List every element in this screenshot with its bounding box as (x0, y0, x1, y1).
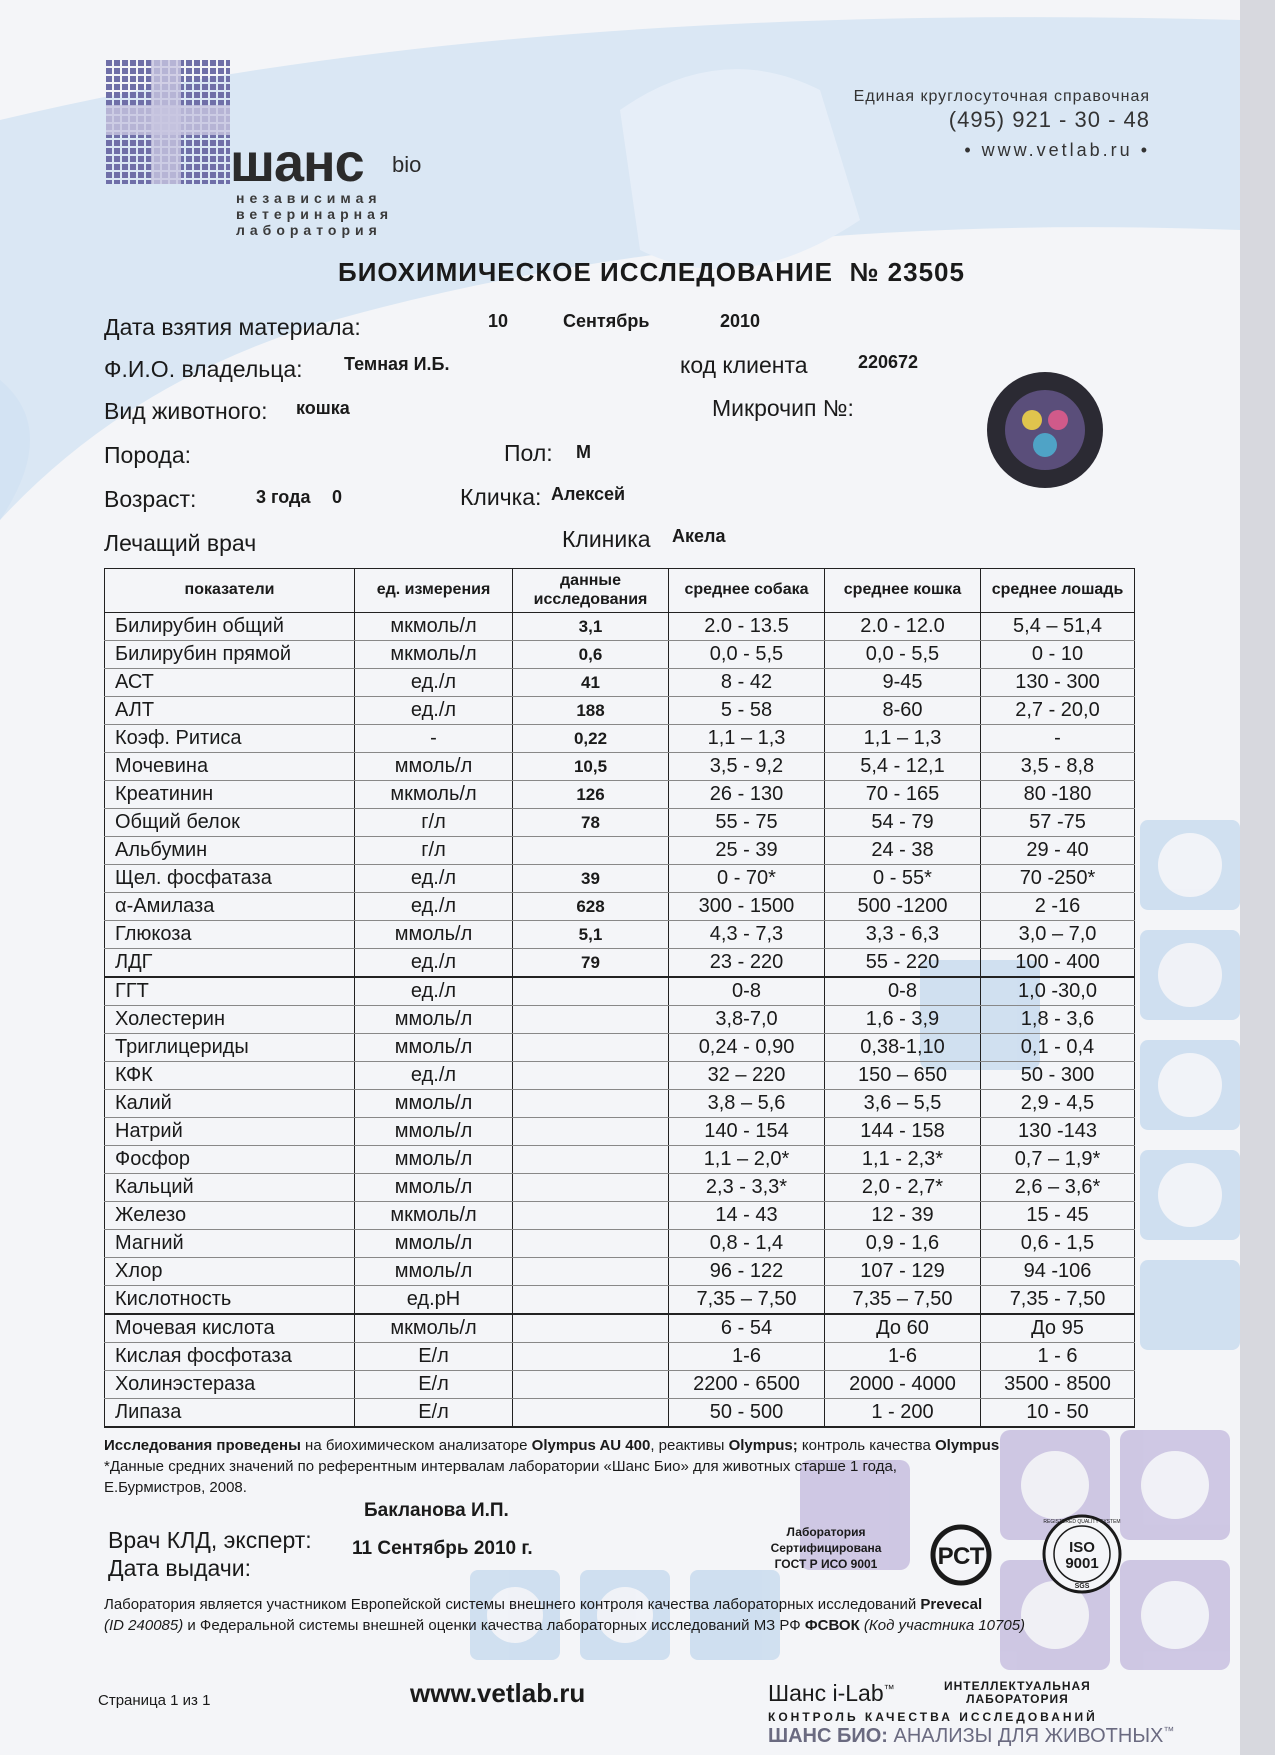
analyzer-note: Исследования проведены на биохимическом анализаторе Olympus AU 400, реактивы Olympus; контроль качества Olympus (104, 1437, 1000, 1454)
cell-ref-cat: 1,6 - 3,9 (825, 1006, 981, 1034)
cell-indicator: Щел. фосфатаза (105, 865, 355, 893)
table-row (105, 1343, 1135, 1371)
cell-ref-cat: 2,0 - 2,7* (825, 1174, 981, 1202)
cell-ref-cat: 144 - 158 (825, 1118, 981, 1146)
intellectual-lab: ИНТЕЛЛЕКТУАЛЬНАЯ ЛАБОРАТОРИЯ (944, 1679, 1091, 1706)
cell-indicator: Общий белок (105, 809, 355, 837)
cell-indicator: Креатинин (105, 781, 355, 809)
footer-website: www.vetlab.ru (410, 1678, 586, 1708)
cell-unit: мкмоль/л (355, 1314, 513, 1343)
cell-ref-dog: 8 - 42 (669, 669, 825, 697)
cell-ref-cat: 1,1 – 1,3 (825, 725, 981, 753)
breed-label: Порода: (104, 442, 192, 468)
table-row (105, 697, 1135, 725)
cell-unit: ед./л (355, 893, 513, 921)
cell-indicator: Калий (105, 1090, 355, 1118)
cell-unit: мкмоль/л (355, 781, 513, 809)
cell-ref-horse: 3,5 - 8,8 (981, 753, 1135, 781)
gost-mark-text: РСТ (937, 1543, 985, 1570)
cell-unit: мкмоль/л (355, 613, 513, 641)
cell-ref-dog: 50 - 500 (669, 1399, 825, 1428)
species-label: Вид животного: (104, 398, 268, 424)
date-day: 10 (488, 311, 509, 331)
table-row (105, 865, 1135, 893)
cell-ref-dog: 6 - 54 (669, 1314, 825, 1343)
table-row (105, 1202, 1135, 1230)
cell-result (513, 1399, 669, 1428)
cell-ref-horse: До 95 (981, 1314, 1135, 1343)
cell-ref-horse: 29 - 40 (981, 837, 1135, 865)
cell-ref-dog: 14 - 43 (669, 1202, 825, 1230)
cell-result (513, 1371, 669, 1399)
cell-unit: ммоль/л (355, 1090, 513, 1118)
cell-indicator: Хлор (105, 1258, 355, 1286)
cell-result (513, 1230, 669, 1258)
cell-indicator: ЛДГ (105, 949, 355, 978)
cell-indicator: Коэф. Ритиса (105, 725, 355, 753)
cell-indicator: α-Амилаза (105, 893, 355, 921)
cell-ref-cat: 1-6 (825, 1343, 981, 1371)
cell-unit: ед./л (355, 697, 513, 725)
cell-ref-dog: 4,3 - 7,3 (669, 921, 825, 949)
cell-unit: г/л (355, 837, 513, 865)
cell-ref-horse: 0,6 - 1,5 (981, 1230, 1135, 1258)
cell-ref-cat: 55 - 220 (825, 949, 981, 978)
cell-result: 41 (513, 669, 669, 697)
cell-result (513, 1202, 669, 1230)
table-row (105, 725, 1135, 753)
logo-bio: bio (392, 152, 422, 177)
table-row (105, 1174, 1135, 1202)
cell-result: 0,6 (513, 641, 669, 669)
cell-indicator: ГГТ (105, 977, 355, 1006)
reference-author: Е.Бурмистров, 2008. (104, 1479, 247, 1496)
cell-ref-horse: 2,6 – 3,6* (981, 1174, 1135, 1202)
cell-indicator: Билирубин общий (105, 613, 355, 641)
cell-ref-dog: 25 - 39 (669, 837, 825, 865)
cell-indicator: Кислотность (105, 1286, 355, 1315)
iso-label: ISO (1069, 1539, 1095, 1556)
cell-indicator: Кальций (105, 1174, 355, 1202)
table-row (105, 1314, 1135, 1343)
client-code-value: 220672 (858, 352, 919, 372)
cell-result: 10,5 (513, 753, 669, 781)
cell-ref-horse: 3500 - 8500 (981, 1371, 1135, 1399)
client-code-label: код клиента (680, 352, 808, 378)
date-month: Сентябрь (563, 311, 650, 331)
cell-ref-dog: 5 - 58 (669, 697, 825, 725)
cell-indicator: Кислая фосфотаза (105, 1343, 355, 1371)
cell-ref-horse: 7,35 - 7,50 (981, 1286, 1135, 1315)
header-indicator: показатели (105, 569, 355, 613)
cell-ref-horse: 15 - 45 (981, 1202, 1135, 1230)
cell-unit: ммоль/л (355, 1146, 513, 1174)
table-row (105, 1258, 1135, 1286)
cell-ref-cat: 9-45 (825, 669, 981, 697)
cell-ref-dog: 1,1 – 1,3 (669, 725, 825, 753)
cell-result (513, 1258, 669, 1286)
clinic-value: Акела (672, 526, 726, 546)
owner-value: Темная И.Б. (344, 354, 450, 374)
cell-ref-dog: 3,8 – 5,6 (669, 1090, 825, 1118)
header-website: • www.vetlab.ru • (964, 140, 1150, 160)
cell-indicator: АСТ (105, 669, 355, 697)
cell-unit: ед./л (355, 949, 513, 978)
date-year: 2010 (720, 311, 761, 331)
cell-result: 78 (513, 809, 669, 837)
cell-ref-cat: 0,0 - 5,5 (825, 641, 981, 669)
table-row (105, 613, 1135, 641)
cell-result (513, 1343, 669, 1371)
cell-ref-horse: 3,0 – 7,0 (981, 921, 1135, 949)
cell-ref-horse: 5,4 – 51,4 (981, 613, 1135, 641)
age-months: 0 (332, 487, 343, 507)
cell-result (513, 977, 669, 1006)
participation-line-1: Лаборатория является участником Европейской системы внешнего контроля качества лабораторных исследований Prevecal (104, 1596, 983, 1613)
cell-ref-dog: 0,8 - 1,4 (669, 1230, 825, 1258)
cell-result (513, 1006, 669, 1034)
cell-result (513, 1146, 669, 1174)
table-row (105, 1146, 1135, 1174)
table-row (105, 753, 1135, 781)
cell-ref-horse: 1,0 -30,0 (981, 977, 1135, 1006)
iso-ring-text: REGISTERED QUALITY SYSTEM (1043, 1519, 1121, 1525)
issue-date-label: Дата выдачи: (108, 1555, 251, 1581)
hotline-phone: (495) 921 - 30 - 48 (948, 107, 1150, 132)
logo-tagline-3: лаборатория (236, 222, 382, 238)
cell-ref-cat: 3,6 – 5,5 (825, 1090, 981, 1118)
cell-unit: ммоль/л (355, 753, 513, 781)
cell-ref-dog: 2200 - 6500 (669, 1371, 825, 1399)
cell-indicator: Мочевина (105, 753, 355, 781)
cell-unit: ммоль/л (355, 1034, 513, 1062)
cell-ref-horse: 57 -75 (981, 809, 1135, 837)
page-number: Страница 1 из 1 (98, 1692, 211, 1709)
cell-unit: ед./л (355, 977, 513, 1006)
cell-indicator: Триглицериды (105, 1034, 355, 1062)
cell-result (513, 1062, 669, 1090)
table-row (105, 921, 1135, 949)
table-row (105, 809, 1135, 837)
cell-ref-cat: 1,1 - 2,3* (825, 1146, 981, 1174)
cell-indicator: Холинэстераза (105, 1371, 355, 1399)
cell-result: 79 (513, 949, 669, 978)
cell-ref-cat: 54 - 79 (825, 809, 981, 837)
cell-ref-dog: 300 - 1500 (669, 893, 825, 921)
cell-indicator: Фосфор (105, 1146, 355, 1174)
gost-cert-icon (928, 1522, 1024, 1588)
cell-ref-cat: 1 - 200 (825, 1399, 981, 1428)
sex-value: М (576, 442, 591, 462)
cell-ref-dog: 2,3 - 3,3* (669, 1174, 825, 1202)
header-unit: ед. измерения (355, 569, 513, 613)
cell-ref-horse: 80 -180 (981, 781, 1135, 809)
cell-indicator: КФК (105, 1062, 355, 1090)
cell-unit: мкмоль/л (355, 641, 513, 669)
cell-ref-cat: 107 - 129 (825, 1258, 981, 1286)
cell-ref-horse: 94 -106 (981, 1258, 1135, 1286)
table-row (105, 1118, 1135, 1146)
table-row (105, 669, 1135, 697)
cell-result: 628 (513, 893, 669, 921)
cell-unit: ммоль/л (355, 1006, 513, 1034)
iso-9001-icon (1040, 1512, 1124, 1596)
cell-indicator: Альбумин (105, 837, 355, 865)
table-header-row (105, 569, 1135, 613)
cell-ref-dog: 0 - 70* (669, 865, 825, 893)
cell-ref-dog: 96 - 122 (669, 1258, 825, 1286)
cell-result: 3,1 (513, 613, 669, 641)
iso-number: 9001 (1065, 1555, 1099, 1572)
cell-result: 0,22 (513, 725, 669, 753)
logo-tagline-1: независимая (236, 190, 382, 206)
age-label: Возраст: (104, 486, 197, 512)
cell-ref-horse: 0 - 10 (981, 641, 1135, 669)
cell-ref-cat: 12 - 39 (825, 1202, 981, 1230)
cell-ref-dog: 0,0 - 5,5 (669, 641, 825, 669)
cell-ref-cat: 500 -1200 (825, 893, 981, 921)
cell-ref-dog: 23 - 220 (669, 949, 825, 978)
cell-ref-horse: 0,1 - 0,4 (981, 1034, 1135, 1062)
cell-unit: г/л (355, 809, 513, 837)
cell-ref-cat: До 60 (825, 1314, 981, 1343)
species-value: кошка (296, 398, 350, 418)
cell-result (513, 1090, 669, 1118)
cell-ref-cat: 5,4 - 12,1 (825, 753, 981, 781)
cell-ref-cat: 8-60 (825, 697, 981, 725)
table-row (105, 1006, 1135, 1034)
cell-result: 39 (513, 865, 669, 893)
owner-label: Ф.И.О. владельца: (104, 356, 303, 382)
cell-result: 188 (513, 697, 669, 725)
table-row (105, 1090, 1135, 1118)
cell-ref-cat: 0-8 (825, 977, 981, 1006)
cell-ref-dog: 0-8 (669, 977, 825, 1006)
cell-ref-dog: 2.0 - 13.5 (669, 613, 825, 641)
quality-control-text: КОНТРОЛЬ КАЧЕСТВА ИССЛЕДОВАНИЙ (768, 1710, 1098, 1724)
cell-ref-horse: 2,9 - 4,5 (981, 1090, 1135, 1118)
chip-label: Микрочип №: (712, 395, 854, 421)
cell-ref-cat: 2000 - 4000 (825, 1371, 981, 1399)
results-table (104, 568, 1135, 1428)
pet-name-label: Кличка: (460, 484, 542, 510)
doctor-label: Лечащий врач (104, 530, 257, 556)
iso-sgs: SGS (1074, 1583, 1090, 1590)
cell-result (513, 1034, 669, 1062)
document-title: БИОХИМИЧЕСКОЕ ИССЛЕДОВАНИЕ № 23505 (338, 257, 965, 287)
cell-ref-dog: 1-6 (669, 1343, 825, 1371)
cell-indicator: Билирубин прямой (105, 641, 355, 669)
cell-unit: ммоль/л (355, 1118, 513, 1146)
cell-ref-dog: 26 - 130 (669, 781, 825, 809)
cell-ref-cat: 0 - 55* (825, 865, 981, 893)
sex-label: Пол: (504, 440, 553, 466)
cell-result (513, 1286, 669, 1315)
cell-unit: - (355, 725, 513, 753)
cell-unit: ммоль/л (355, 1230, 513, 1258)
cell-indicator: Мочевая кислота (105, 1314, 355, 1343)
table-row (105, 1034, 1135, 1062)
certification-text: Лаборатория Сертифицирована ГОСТ Р ИСО 9001 (770, 1525, 882, 1571)
cell-ref-cat: 150 – 650 (825, 1062, 981, 1090)
cell-ref-cat: 24 - 38 (825, 837, 981, 865)
cell-result (513, 1118, 669, 1146)
cell-ref-cat: 0,38-1,10 (825, 1034, 981, 1062)
cell-ref-horse: 50 - 300 (981, 1062, 1135, 1090)
cell-unit: ед./л (355, 669, 513, 697)
cell-indicator: Липаза (105, 1399, 355, 1428)
cell-ref-dog: 140 - 154 (669, 1118, 825, 1146)
date-label: Дата взятия материала: (104, 314, 361, 340)
cell-unit: Е/л (355, 1399, 513, 1428)
table-row (105, 1062, 1135, 1090)
cell-unit: ммоль/л (355, 921, 513, 949)
cell-ref-horse: 10 - 50 (981, 1399, 1135, 1428)
cell-unit: ммоль/л (355, 1174, 513, 1202)
table-row (105, 977, 1135, 1006)
logo-wordmark: шанс (230, 133, 364, 193)
table-row (105, 949, 1135, 978)
cell-indicator: Железо (105, 1202, 355, 1230)
participation-line-2: (ID 240085) и Федеральной системы внешней оценки качества лабораторных исследований МЗ РФ ФСВОК (Код участника 10705) (104, 1617, 1026, 1634)
cell-result (513, 1314, 669, 1343)
cell-ref-horse: 1,8 - 3,6 (981, 1006, 1135, 1034)
cell-unit: ед./л (355, 865, 513, 893)
logo-icon (106, 60, 230, 184)
cell-ref-dog: 55 - 75 (669, 809, 825, 837)
cell-result (513, 837, 669, 865)
table-row (105, 641, 1135, 669)
cell-unit: ед.pH (355, 1286, 513, 1315)
cell-result: 5,1 (513, 921, 669, 949)
expert-name: Бакланова И.П. (364, 1500, 509, 1521)
cell-indicator: Магний (105, 1230, 355, 1258)
table-row (105, 781, 1135, 809)
cell-ref-dog: 1,1 – 2,0* (669, 1146, 825, 1174)
cell-ref-horse: 130 - 300 (981, 669, 1135, 697)
header-result: данные исследования (513, 569, 669, 613)
reference-note: *Данные средних значений по референтным интервалам лаборатории «Шанс Био» для животных старше 1 года, (104, 1458, 897, 1475)
cell-unit: ед./л (355, 1062, 513, 1090)
cell-ref-horse: 70 -250* (981, 865, 1135, 893)
cell-indicator: Холестерин (105, 1006, 355, 1034)
cell-indicator: АЛТ (105, 697, 355, 725)
cell-ref-horse: 2 -16 (981, 893, 1135, 921)
cell-ref-dog: 0,24 - 0,90 (669, 1034, 825, 1062)
table-row (105, 893, 1135, 921)
cell-ref-horse: 2,7 - 20,0 (981, 697, 1135, 725)
cell-unit: Е/л (355, 1371, 513, 1399)
cell-ref-horse: 1 - 6 (981, 1343, 1135, 1371)
cell-result: 126 (513, 781, 669, 809)
clinic-label: Клиника (562, 526, 651, 552)
header-horse: среднее лошадь (981, 569, 1135, 613)
cell-ref-horse: 100 - 400 (981, 949, 1135, 978)
cell-ref-dog: 3,5 - 9,2 (669, 753, 825, 781)
document-number: № 23505 (849, 257, 965, 287)
header-dog: среднее собака (669, 569, 825, 613)
cell-unit: ммоль/л (355, 1258, 513, 1286)
table-row (105, 837, 1135, 865)
cell-ref-cat: 7,35 – 7,50 (825, 1286, 981, 1315)
table-row (105, 1371, 1135, 1399)
ilab-brand: Шанс i-Lab™ (768, 1680, 895, 1706)
slogan: ШАНС БИО: АНАЛИЗЫ ДЛЯ ЖИВОТНЫХ™ (768, 1725, 1175, 1747)
cell-indicator: Натрий (105, 1118, 355, 1146)
table-body (105, 613, 1135, 1428)
cell-ref-cat: 0,9 - 1,6 (825, 1230, 981, 1258)
table-row (105, 1399, 1135, 1428)
age-value: 3 года (256, 487, 311, 507)
cell-unit: Е/л (355, 1343, 513, 1371)
cell-result (513, 1174, 669, 1202)
table-row (105, 1286, 1135, 1315)
issue-date-value: 11 Сентябрь 2010 г. (352, 1538, 533, 1559)
cell-ref-horse: - (981, 725, 1135, 753)
cell-ref-dog: 7,35 – 7,50 (669, 1286, 825, 1315)
cell-ref-dog: 32 – 220 (669, 1062, 825, 1090)
cell-ref-horse: 0,7 – 1,9* (981, 1146, 1135, 1174)
hotline-label: Единая круглосуточная справочная (853, 88, 1150, 105)
table-row (105, 1230, 1135, 1258)
cell-ref-dog: 3,8-7,0 (669, 1006, 825, 1034)
cell-ref-cat: 2.0 - 12.0 (825, 613, 981, 641)
expert-label: Врач КЛД, эксперт: (108, 1527, 312, 1553)
cell-ref-cat: 70 - 165 (825, 781, 981, 809)
cell-indicator: Глюкоза (105, 921, 355, 949)
cell-ref-cat: 3,3 - 6,3 (825, 921, 981, 949)
pet-name-value: Алексей (551, 484, 626, 504)
cell-unit: мкмоль/л (355, 1202, 513, 1230)
cell-ref-horse: 130 -143 (981, 1118, 1135, 1146)
logo-tagline-2: ветеринарная (236, 206, 394, 222)
header-cat: среднее кошка (825, 569, 981, 613)
